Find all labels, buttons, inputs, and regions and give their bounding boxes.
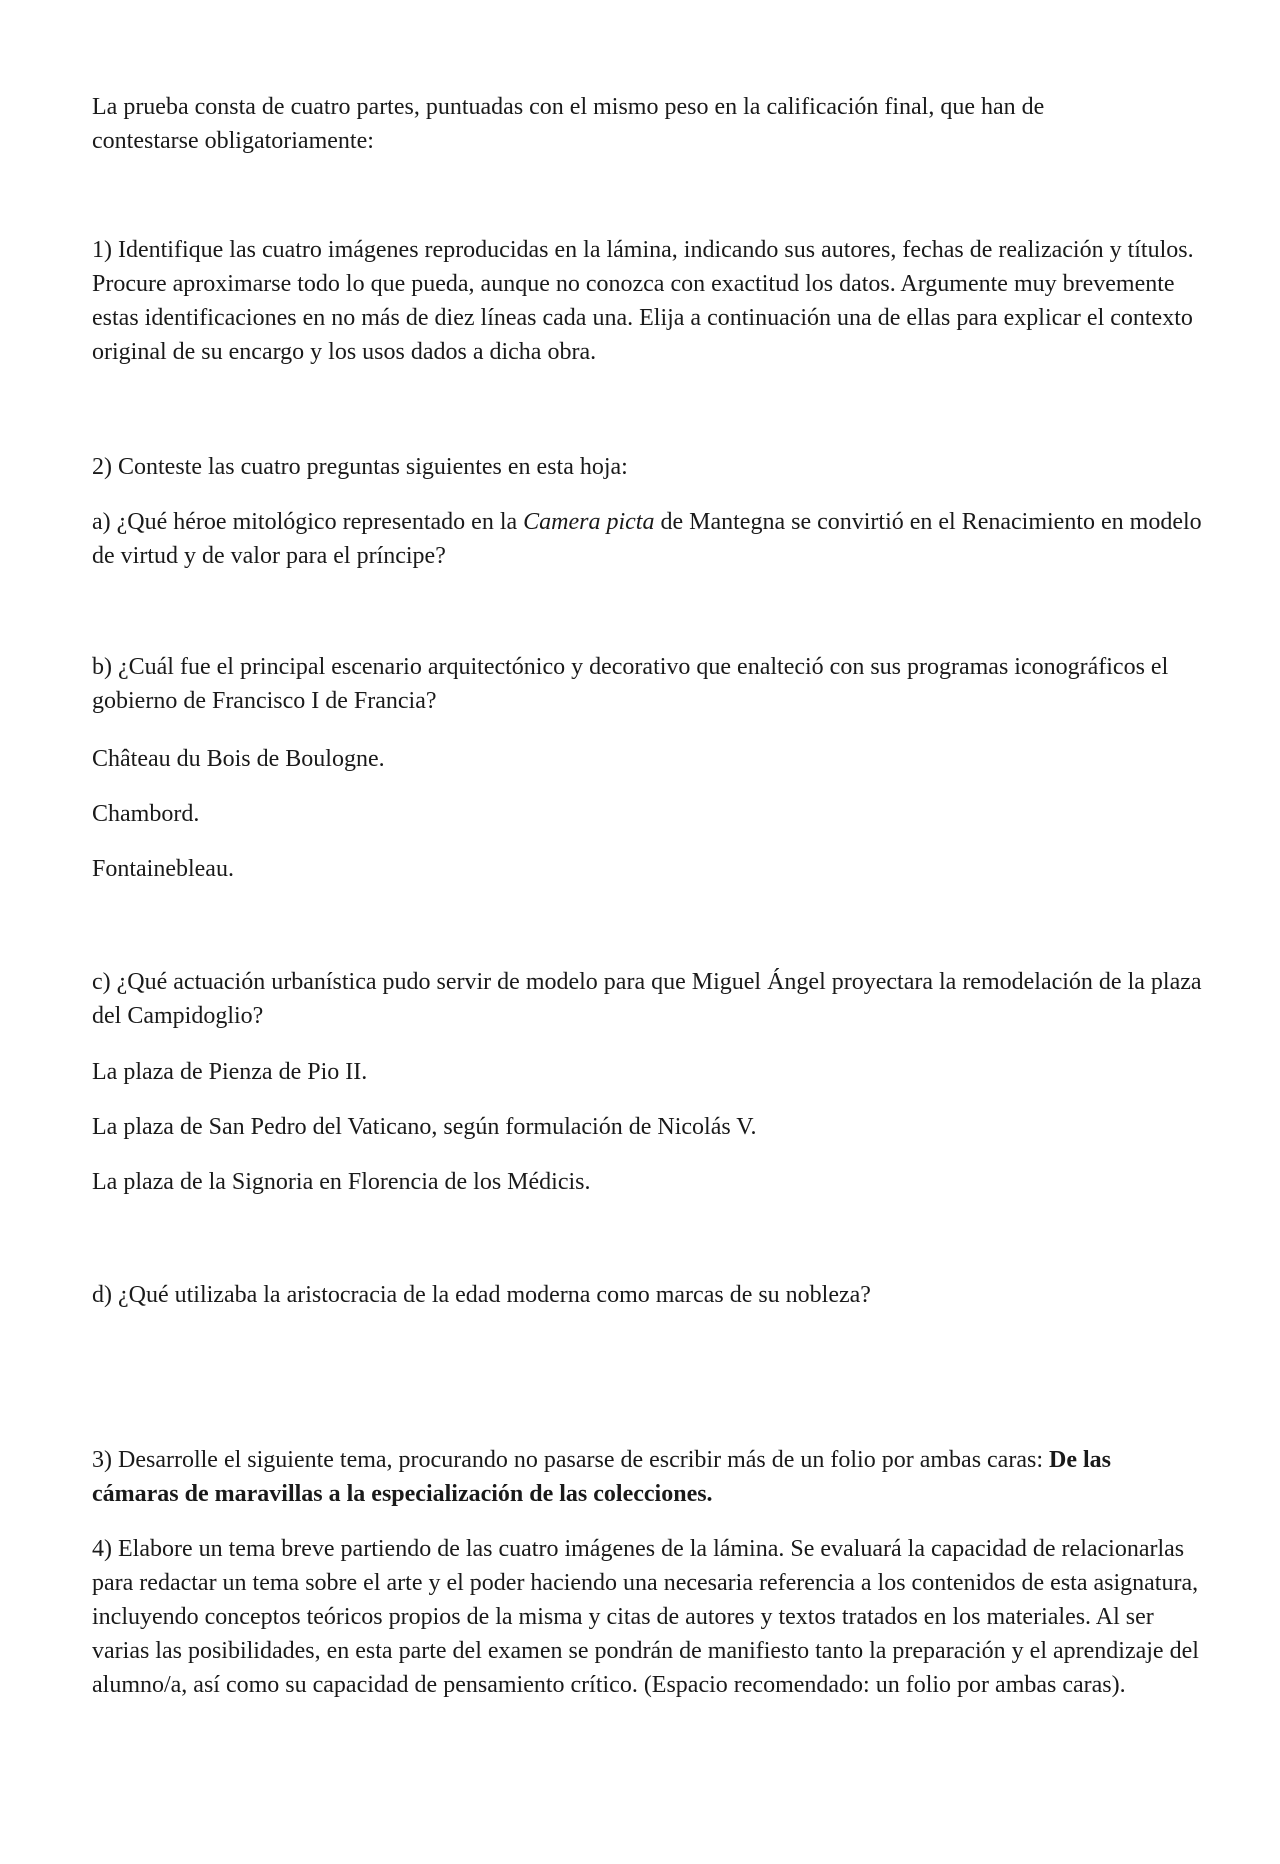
part-3-text: 3) Desarrolle el siguiente tema, procurando no pasarse de escribir más de un folio por ambas caras: <box>92 1447 1049 1473</box>
part-3-topic: De las cámaras de maravillas a la especialización de las colecciones. <box>92 1447 1111 1507</box>
part-4-instructions: 4) Elabore un tema breve partiendo de las cuatro imágenes de la lámina. Se evaluará la capacidad de relacionarlas para redactar un tema sobre el arte y el poder haciendo una necesaria referencia a los contenidos de esta asignatura, incluyendo conceptos teóricos propios de la misma y citas de autores y textos tratados en los materiales. Al ser varias las posibilidades, en esta parte del examen se pondrán de manifiesto tanto la preparación y el aprendizaje del alumno/a, así como su capacidad de pensamiento crítico. (Espacio recomendado: un folio por ambas caras). <box>92 1536 1199 1698</box>
part-3-instructions <box>92 1443 1202 1511</box>
question-a-text-end: de Mantegna se convirtió en el Renacimiento en modelo de virtud y de valor para el príncipe? <box>92 509 1202 569</box>
part-1-instructions: 1) Identifique las cuatro imágenes reproducidas en la lámina, indicando sus autores, fechas de realización y títulos. Procure aproximarse todo lo que pueda, aunque no conozca con exactitud los datos. Argumente muy brevemente estas identificaciones en no más de diez líneas cada una. Elija a continuación una de ellas para explicar el contexto original de su encargo y los usos dados a dicha obra. <box>92 237 1194 365</box>
question-c: c) ¿Qué actuación urbanística pudo servir de modelo para que Miguel Ángel proyectara la remodelación de la plaza del Campidoglio? <box>92 969 1202 1029</box>
question-a-text-start: a) ¿Qué héroe mitológico representado en la <box>92 509 524 535</box>
question-b-option-1: Château du Bois de Boulogne. <box>92 746 385 772</box>
exam-page <box>92 0 1202 1864</box>
question-c-option-3: La plaza de la Signoria en Florencia de los Médicis. <box>92 1169 591 1195</box>
question-a <box>92 505 1202 573</box>
intro-paragraph: La prueba consta de cuatro partes, puntuadas con el mismo peso en la calificación final, que han de contestarse obligatoriamente: <box>92 94 1045 154</box>
question-b: b) ¿Cuál fue el principal escenario arquitectónico y decorativo que enalteció con sus programas iconográficos el gobierno de Francisco I de Francia? <box>92 654 1169 714</box>
question-c-option-2: La plaza de San Pedro del Vaticano, según formulación de Nicolás V. <box>92 1114 757 1140</box>
question-b-option-2: Chambord. <box>92 801 200 827</box>
question-d: d) ¿Qué utilizaba la aristocracia de la edad moderna como marcas de su nobleza? <box>92 1282 871 1308</box>
part-2-heading: 2) Conteste las cuatro preguntas siguientes en esta hoja: <box>92 454 628 480</box>
question-b-option-3: Fontainebleau. <box>92 856 234 882</box>
question-c-option-1: La plaza de Pienza de Pio II. <box>92 1059 368 1085</box>
question-a-italic-title: Camera picta <box>523 509 655 535</box>
